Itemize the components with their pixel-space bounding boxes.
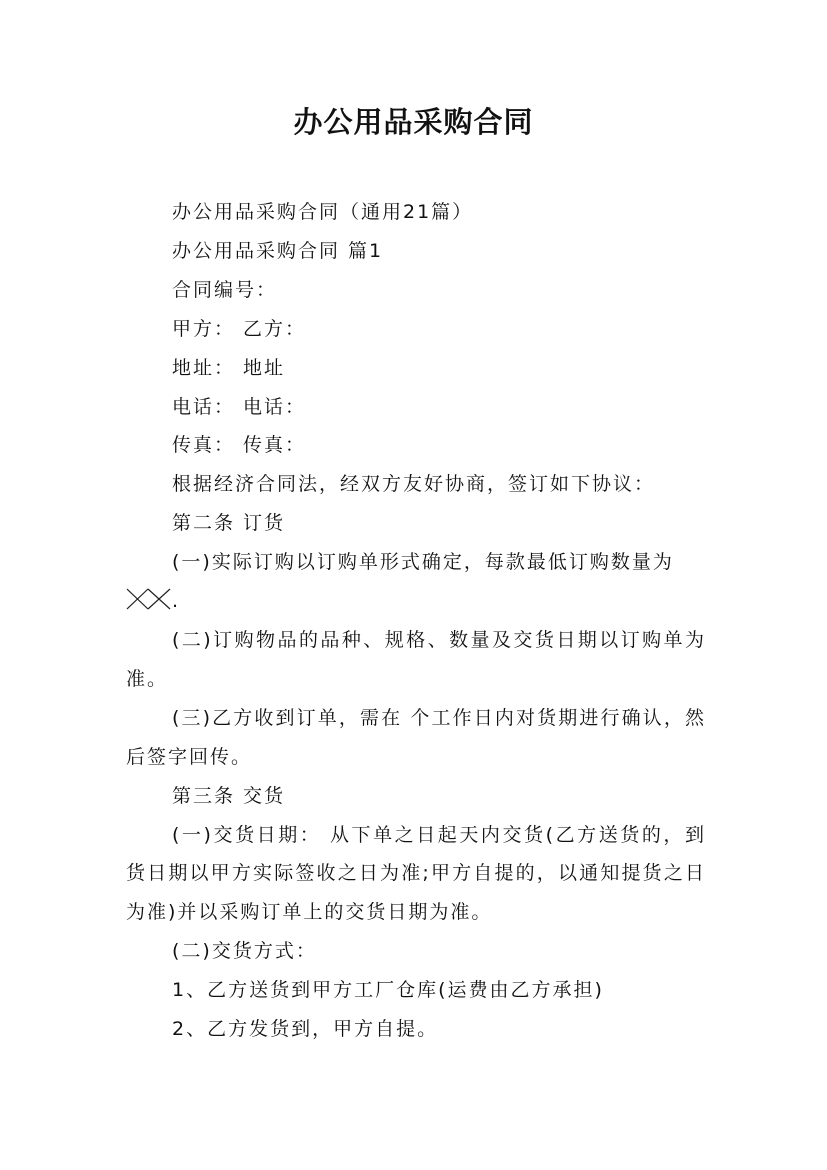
paragraph-preamble: 根据经济合同法，经双方友好协商，签订如下协议：: [172, 473, 656, 496]
paragraph-delivery-date: (一)交货日期： 从下单之日起天内交货(乙方送货的，到货日期以甲方实际签收之日为准;甲方自提的，以通知提货之日为准)并以采购订单上的交货日期为准。: [126, 823, 706, 924]
document-body: [126, 193, 706, 1049]
paragraph-fax: 传真： 传真：: [172, 434, 307, 457]
paragraph-delivery-option-2: 2、乙方发货到，甲方自提。: [172, 1018, 439, 1041]
paragraph-ordering-1-tail: [126, 582, 706, 621]
paragraph-delivery-option-1: 1、乙方送货到甲方工厂仓库(运费由乙方承担): [172, 979, 604, 1002]
document-title: 办公用品采购合同: [293, 105, 534, 139]
paragraph-ordering-3: (三)乙方收到订单，需在 个工作日内对货期进行确认，然后签字回传。: [126, 706, 706, 768]
paragraph-heading: 办公用品采购合同（通用21篇）: [172, 201, 474, 223]
paragraph-parties: 甲方： 乙方：: [172, 317, 307, 340]
paragraph-article-2-heading: 第二条 订货: [172, 512, 286, 535]
paragraph-address: 地址： 地址: [172, 356, 286, 379]
paragraph-article-3-heading: 第三条 交货: [172, 784, 286, 807]
paragraph-phone: 电话： 电话：: [172, 395, 307, 418]
blank-suffix: .: [172, 590, 181, 613]
paragraph-contract-number: 合同编号：: [172, 278, 278, 301]
paragraph-ordering-2: (二)订购物品的品种、规格、数量及交货日期以订购单为准。: [126, 628, 706, 690]
paragraph-delivery-method: (二)交货方式：: [172, 940, 317, 963]
paragraph-article-number: 办公用品采购合同 篇1: [172, 239, 384, 262]
paragraph-ordering-1: (一)实际订购以订购单形式确定，每款最低订购数量为: [172, 551, 674, 574]
blank-placeholder-cross-icon: [126, 588, 172, 610]
